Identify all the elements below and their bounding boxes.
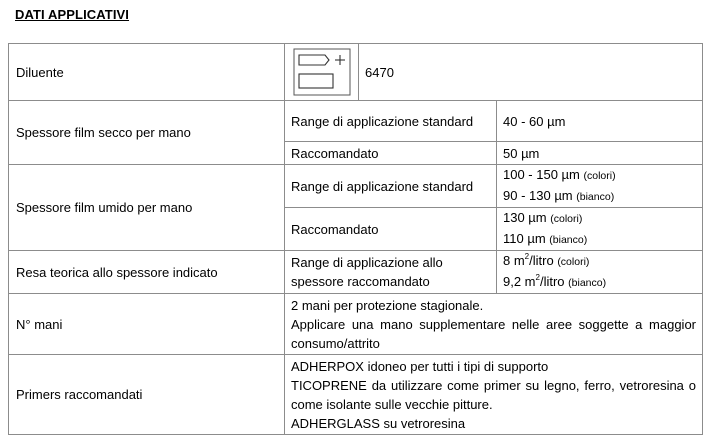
resa-note-2: (bianco) xyxy=(568,277,607,289)
primers-value xyxy=(285,355,703,435)
secco-range-value: 40 - 60 µm xyxy=(497,101,703,142)
primers-line-3: ADHERGLASS su vetroresina xyxy=(291,415,466,431)
umido-rec-value-2: 110 µm xyxy=(503,231,546,246)
umido-label: Spessore film umido per mano xyxy=(9,165,285,251)
umido-rec-note-1: (colori) xyxy=(550,213,583,225)
resa-range-label: Range di applicazione allo spessore raccomandato xyxy=(285,251,497,294)
diluente-label: Diluente xyxy=(9,44,285,101)
primers-label: Primers raccomandati xyxy=(9,355,285,435)
secco-label: Spessore film secco per mano xyxy=(9,101,285,165)
umido-rec-value-1: 130 µm xyxy=(503,210,547,225)
section-heading: DATI APPLICATIVI xyxy=(15,7,130,22)
resa-unit-1: /litro xyxy=(529,253,554,268)
umido-rec-label: Raccomandato xyxy=(285,208,497,251)
resa-unit-2: /litro xyxy=(539,274,565,289)
resa-sup-2: 2 xyxy=(535,272,540,282)
primers-line-2: TICOPRENE da utilizzare come primer su legno, ferro, vetroresina o come isolante sulle vecchie pitture. xyxy=(291,377,697,412)
table-row-diluente xyxy=(9,44,703,101)
umido-range-value-1: 100 - 150 µm xyxy=(503,167,580,182)
mani-line-1: 2 mani per protezione stagionale. xyxy=(291,297,484,313)
table-row-resa xyxy=(9,251,703,294)
mani-line-2: Applicare una mano supplementare nelle aree soggette a maggior consumo/attrito xyxy=(291,316,697,351)
diluente-value: 6470 xyxy=(359,44,703,101)
secco-range-label: Range di applicazione standard xyxy=(285,101,497,142)
resa-value-2: 9,2 m xyxy=(503,274,536,289)
application-data-table xyxy=(8,43,703,435)
umido-range-note-1: (colori) xyxy=(583,170,616,182)
resa-value-1: 8 m xyxy=(503,253,525,268)
thinner-ratio-icon xyxy=(291,46,353,98)
resa-label: Resa teorica allo spessore indicato xyxy=(9,251,285,294)
secco-rec-value: 50 µm xyxy=(497,142,703,165)
mani-label: N° mani xyxy=(9,294,285,355)
mani-value xyxy=(285,294,703,355)
table-row-umido-range xyxy=(9,165,703,208)
umido-range-label: Range di applicazione standard xyxy=(285,165,497,208)
secco-rec-label: Raccomandato xyxy=(285,142,497,165)
table-row-primers xyxy=(9,355,703,435)
table-row-mani xyxy=(9,294,703,355)
diluente-icon-cell xyxy=(285,44,359,101)
umido-range-value-2: 90 - 130 µm xyxy=(503,188,573,203)
resa-values xyxy=(497,251,703,294)
umido-range-values xyxy=(497,165,703,208)
umido-range-note-2: (bianco) xyxy=(576,191,615,203)
table-row-secco-range xyxy=(9,101,703,142)
umido-rec-note-2: (bianco) xyxy=(549,234,588,246)
primers-line-1: ADHERPOX idoneo per tutti i tipi di supporto xyxy=(291,358,549,374)
umido-rec-values xyxy=(497,208,703,251)
resa-note-1: (colori) xyxy=(557,256,590,268)
resa-sup-1: 2 xyxy=(524,251,530,261)
